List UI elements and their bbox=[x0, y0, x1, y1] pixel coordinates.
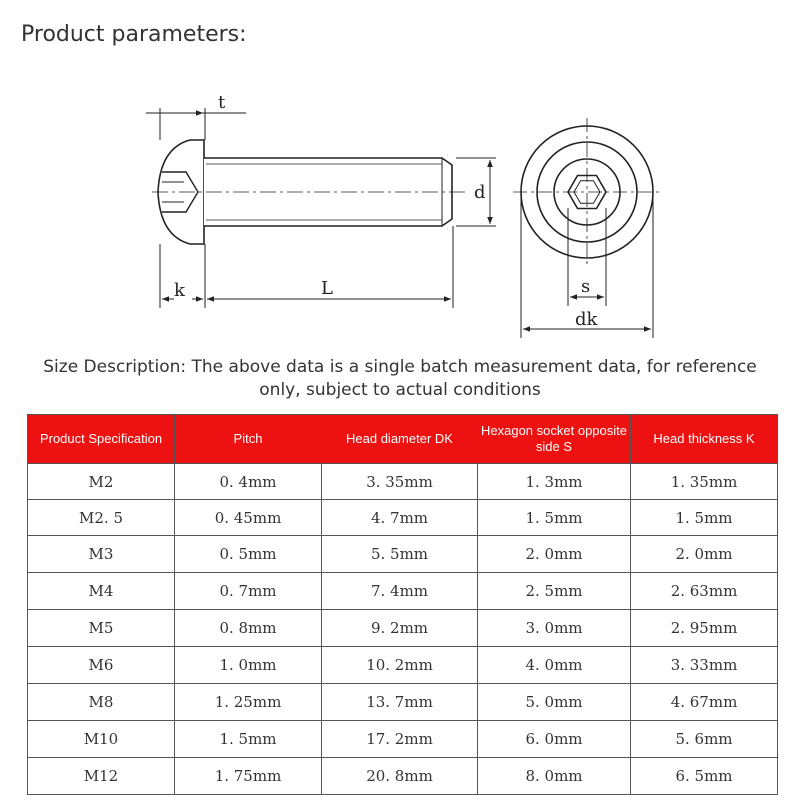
cell-hex-socket: 3. 0mm bbox=[478, 610, 631, 647]
table-row bbox=[28, 758, 778, 795]
cell-pitch: 1. 5mm bbox=[175, 721, 322, 758]
table-row bbox=[28, 500, 778, 536]
page-title: Product parameters: bbox=[21, 22, 247, 47]
cell-spec: M10 bbox=[28, 721, 175, 758]
cell-pitch: 0. 4mm bbox=[175, 464, 322, 500]
cell-head-thickness: 1. 5mm bbox=[631, 500, 778, 536]
cell-head-diameter: 7. 4mm bbox=[322, 573, 478, 610]
cell-spec: M4 bbox=[28, 573, 175, 610]
cell-head-diameter: 5. 5mm bbox=[322, 536, 478, 573]
cell-head-diameter: 13. 7mm bbox=[322, 684, 478, 721]
cell-pitch: 0. 7mm bbox=[175, 573, 322, 610]
cell-spec: M2 bbox=[28, 464, 175, 500]
cell-head-diameter: 10. 2mm bbox=[322, 647, 478, 684]
cell-head-thickness: 6. 5mm bbox=[631, 758, 778, 795]
cell-head-thickness: 3. 33mm bbox=[631, 647, 778, 684]
cell-pitch: 1. 75mm bbox=[175, 758, 322, 795]
cell-pitch: 0. 8mm bbox=[175, 610, 322, 647]
cell-hex-socket: 1. 3mm bbox=[478, 464, 631, 500]
screw-end-view bbox=[513, 118, 661, 266]
screw-technical-drawing bbox=[0, 0, 800, 345]
table-row bbox=[28, 684, 778, 721]
label-t: t bbox=[218, 92, 226, 113]
cell-hex-socket: 5. 0mm bbox=[478, 684, 631, 721]
cell-hex-socket: 4. 0mm bbox=[478, 647, 631, 684]
cell-pitch: 0. 5mm bbox=[175, 536, 322, 573]
cell-pitch: 1. 25mm bbox=[175, 684, 322, 721]
parameters-table bbox=[27, 414, 778, 795]
table-row bbox=[28, 647, 778, 684]
header-pitch: Pitch bbox=[175, 415, 322, 464]
label-dk: dk bbox=[575, 309, 598, 330]
header-product-specification: Product Specification bbox=[28, 415, 175, 464]
cell-hex-socket: 1. 5mm bbox=[478, 500, 631, 536]
cell-head-diameter: 20. 8mm bbox=[322, 758, 478, 795]
table-header-row bbox=[28, 415, 778, 464]
cell-head-diameter: 4. 7mm bbox=[322, 500, 478, 536]
cell-hex-socket: 2. 5mm bbox=[478, 573, 631, 610]
header-head-diameter: Head diameter DK bbox=[322, 415, 478, 464]
cell-spec: M5 bbox=[28, 610, 175, 647]
cell-hex-socket: 6. 0mm bbox=[478, 721, 631, 758]
cell-hex-socket: 8. 0mm bbox=[478, 758, 631, 795]
cell-head-thickness: 1. 35mm bbox=[631, 464, 778, 500]
label-k: k bbox=[174, 280, 185, 301]
table-row bbox=[28, 721, 778, 758]
cell-spec: M6 bbox=[28, 647, 175, 684]
header-head-thickness: Head thickness K bbox=[631, 415, 778, 464]
cell-hex-socket: 2. 0mm bbox=[478, 536, 631, 573]
screw-side-view bbox=[152, 140, 466, 244]
cell-head-thickness: 4. 67mm bbox=[631, 684, 778, 721]
cell-head-diameter: 3. 35mm bbox=[322, 464, 478, 500]
cell-head-thickness: 5. 6mm bbox=[631, 721, 778, 758]
cell-head-thickness: 2. 95mm bbox=[631, 610, 778, 647]
table-row bbox=[28, 536, 778, 573]
cell-head-diameter: 17. 2mm bbox=[322, 721, 478, 758]
cell-spec: M3 bbox=[28, 536, 175, 573]
table-row bbox=[28, 464, 778, 500]
table-row bbox=[28, 610, 778, 647]
label-s: s bbox=[581, 276, 591, 297]
cell-spec: M8 bbox=[28, 684, 175, 721]
cell-spec: M12 bbox=[28, 758, 175, 795]
size-description: Size Description: The above data is a single batch measurement data, for reference only, subject to actual conditions bbox=[43, 357, 757, 400]
table-row bbox=[28, 573, 778, 610]
cell-head-thickness: 2. 0mm bbox=[631, 536, 778, 573]
label-L: L bbox=[321, 278, 333, 299]
cell-head-diameter: 9. 2mm bbox=[322, 610, 478, 647]
header-hex-socket: Hexagon socket opposite side S bbox=[478, 415, 631, 464]
cell-head-thickness: 2. 63mm bbox=[631, 573, 778, 610]
cell-pitch: 0. 45mm bbox=[175, 500, 322, 536]
cell-pitch: 1. 0mm bbox=[175, 647, 322, 684]
label-d: d bbox=[474, 182, 486, 203]
cell-spec: M2. 5 bbox=[28, 500, 175, 536]
